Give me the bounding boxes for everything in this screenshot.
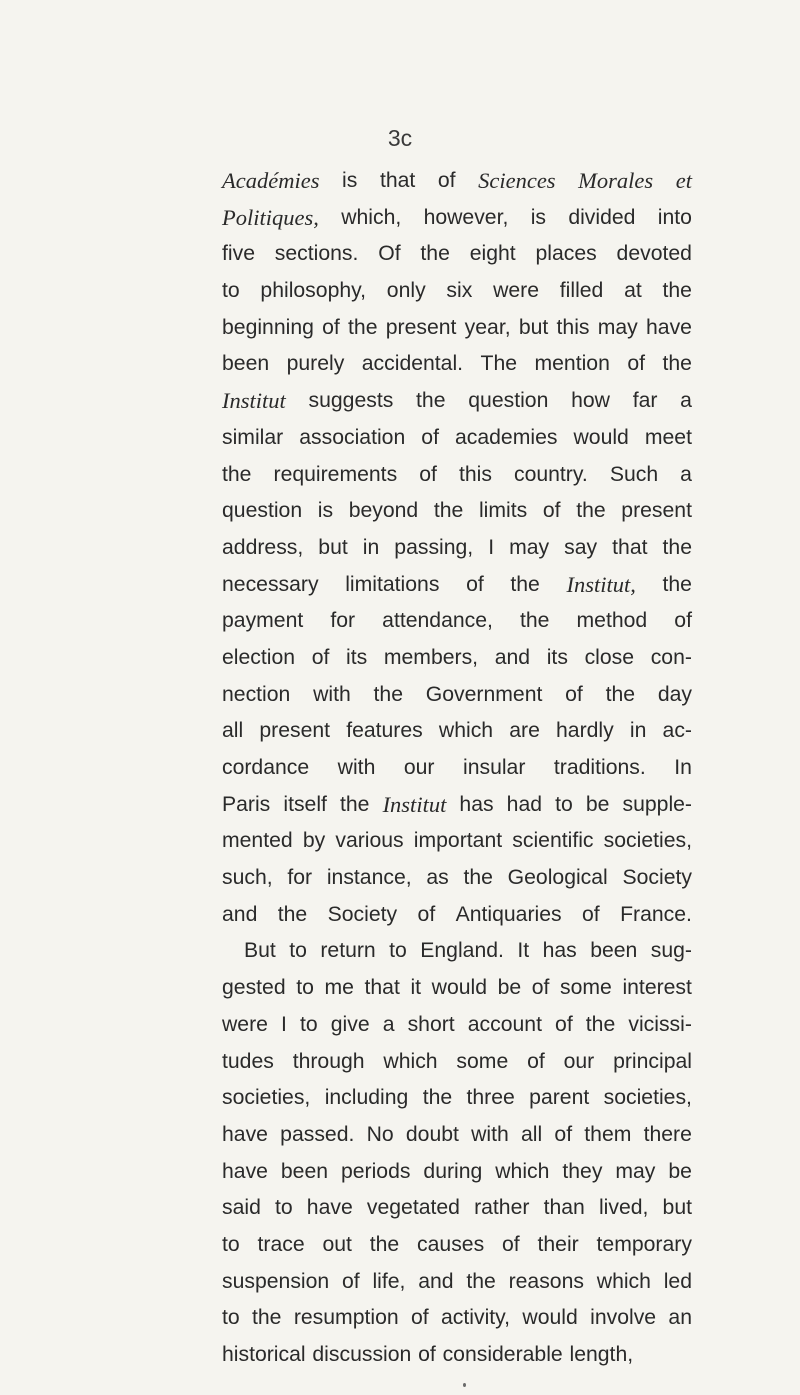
- word: vicissi-: [628, 1012, 692, 1036]
- word: the: [340, 792, 370, 816]
- word: the: [605, 682, 636, 706]
- text-line: [222, 530, 692, 567]
- word: interest: [622, 976, 692, 1000]
- word: three: [466, 1086, 515, 1110]
- word: causes: [417, 1232, 485, 1256]
- word: the: [466, 1269, 496, 1293]
- word: that: [379, 169, 416, 192]
- word: close: [584, 645, 635, 669]
- word: devoted: [616, 242, 692, 266]
- text-line: [222, 236, 692, 273]
- word: The: [480, 352, 518, 376]
- word: in: [629, 719, 647, 743]
- word: present: [621, 499, 692, 523]
- word: for: [330, 609, 356, 633]
- word: cordance: [222, 756, 310, 779]
- italic-word: Politiques,: [222, 204, 319, 230]
- word: of: [674, 609, 692, 633]
- word: beyond: [348, 499, 419, 523]
- word: at: [624, 279, 642, 303]
- word: which: [438, 719, 494, 743]
- word: by: [302, 829, 326, 853]
- word: to: [389, 939, 407, 963]
- word: philosophy,: [260, 279, 367, 303]
- word: however,: [423, 205, 509, 229]
- word: which,: [341, 205, 402, 229]
- word: important: [413, 829, 503, 853]
- word: out: [322, 1232, 352, 1256]
- italic-word: Institut: [382, 791, 447, 817]
- word: to: [299, 1012, 318, 1036]
- word: a: [382, 1012, 395, 1036]
- word: present: [385, 315, 457, 339]
- word: method: [576, 609, 648, 633]
- word: as: [426, 866, 449, 890]
- word: including: [324, 1086, 409, 1110]
- word: mention: [534, 352, 610, 376]
- word: of: [437, 169, 456, 192]
- word: necessary: [222, 572, 319, 596]
- word: Antiquaries: [455, 902, 562, 926]
- word: that: [364, 976, 400, 1000]
- word: vegetated: [366, 1196, 460, 1220]
- word: tudes: [222, 1049, 274, 1073]
- word: the: [373, 682, 404, 706]
- word: had: [506, 792, 543, 816]
- word: But: [244, 939, 276, 963]
- word: is: [317, 499, 334, 523]
- text-line: [222, 640, 692, 677]
- word: nection: [222, 682, 291, 706]
- word: been: [590, 939, 638, 963]
- word: been: [280, 1159, 329, 1183]
- text-line: [222, 750, 692, 787]
- word: limitations: [345, 572, 440, 596]
- word: passing,: [394, 535, 474, 559]
- word: mented: [222, 829, 293, 853]
- text-line: [222, 1117, 692, 1154]
- word: sug-: [650, 939, 692, 963]
- word: of: [542, 499, 561, 523]
- body-text: [222, 163, 692, 1374]
- italic-word: Académies: [222, 168, 320, 193]
- word: be: [585, 792, 610, 816]
- word: the: [662, 279, 692, 303]
- word: them: [584, 1122, 632, 1146]
- italic-word: Institut,: [566, 571, 636, 597]
- word: its: [546, 645, 568, 669]
- word: life,: [372, 1269, 406, 1293]
- word: activity,: [441, 1306, 511, 1330]
- word: involve: [590, 1306, 657, 1330]
- text-line: [222, 1080, 692, 1117]
- word: but: [662, 1196, 692, 1220]
- text-line: [222, 603, 692, 640]
- word: academies: [454, 425, 558, 449]
- word: is: [342, 169, 358, 192]
- word: day: [657, 682, 692, 706]
- word: but: [518, 315, 549, 339]
- word: ac-: [662, 719, 692, 743]
- word: Of: [378, 242, 401, 266]
- word: return: [320, 939, 376, 963]
- word: for: [287, 866, 313, 890]
- word: of: [418, 1343, 436, 1366]
- word: reasons: [508, 1269, 584, 1293]
- word: the: [510, 572, 540, 596]
- word: is: [530, 205, 546, 229]
- word: address,: [222, 535, 304, 559]
- word: has: [459, 792, 494, 816]
- italic-word: Institut: [222, 388, 286, 414]
- word: of: [311, 645, 330, 669]
- word: the: [662, 535, 692, 559]
- word: accidental.: [361, 352, 464, 376]
- word: this: [458, 462, 492, 486]
- word: all: [521, 1122, 543, 1146]
- word: with: [337, 756, 376, 779]
- word: all: [222, 719, 244, 743]
- word: country.: [513, 462, 588, 486]
- word: I: [488, 535, 495, 559]
- text-line: [222, 1264, 692, 1301]
- word: supple-: [622, 792, 692, 816]
- word: give: [330, 1012, 370, 1036]
- word: the: [576, 499, 606, 523]
- word: passed.: [280, 1122, 355, 1146]
- word: lived,: [598, 1196, 649, 1220]
- word: features: [346, 719, 423, 743]
- word: principal: [613, 1049, 692, 1073]
- text-line: [222, 787, 692, 824]
- word: meet: [644, 425, 692, 449]
- word: the: [348, 315, 378, 339]
- text-line: [222, 310, 692, 347]
- word: our: [563, 1049, 595, 1073]
- word: of: [419, 462, 437, 486]
- word: a: [680, 389, 692, 413]
- text-line: [222, 677, 692, 714]
- word: temporary: [596, 1232, 692, 1256]
- word: Paris: [222, 792, 271, 816]
- word: requirements: [273, 462, 398, 486]
- word: an: [668, 1306, 692, 1330]
- word: payment: [222, 609, 304, 633]
- paragraph: [222, 163, 692, 933]
- word: would: [431, 976, 487, 1000]
- word: and: [494, 645, 531, 669]
- italic-word: et: [675, 168, 692, 193]
- word: suggests: [308, 389, 394, 413]
- word: far: [632, 389, 658, 413]
- word: of: [417, 902, 436, 926]
- text-line: [222, 273, 692, 310]
- word: eight: [469, 242, 516, 266]
- word: and: [418, 1269, 454, 1293]
- word: the: [369, 1232, 400, 1256]
- word: five: [222, 242, 255, 266]
- word: some: [560, 976, 612, 1000]
- word: would: [573, 425, 629, 449]
- word: have: [222, 1122, 268, 1146]
- word: me: [324, 976, 354, 1000]
- word: to: [296, 976, 314, 1000]
- word: six: [446, 279, 473, 303]
- word: may: [597, 315, 638, 339]
- italic-word: Morales: [578, 168, 654, 193]
- word: France.: [620, 902, 692, 926]
- word: historical: [222, 1343, 306, 1366]
- text-line: [222, 567, 692, 604]
- word: present: [259, 719, 331, 743]
- word: Government: [425, 682, 543, 706]
- word: trace: [257, 1232, 305, 1256]
- word: of: [466, 572, 484, 596]
- word: hardly: [556, 719, 614, 743]
- word: have: [306, 1196, 353, 1220]
- word: of: [527, 1049, 545, 1073]
- word: the: [416, 389, 446, 413]
- word: which: [596, 1269, 651, 1293]
- italic-word: Sciences: [478, 168, 556, 193]
- word: the: [662, 572, 692, 596]
- word: with: [313, 682, 351, 706]
- text-line: [222, 383, 692, 420]
- text-line: [222, 897, 692, 934]
- word: such,: [222, 866, 273, 890]
- word: led: [663, 1269, 692, 1293]
- word: various: [335, 829, 404, 853]
- word: doubt: [405, 1122, 459, 1146]
- word: societies,: [603, 1086, 692, 1110]
- word: short: [407, 1012, 455, 1036]
- word: were: [222, 1012, 268, 1036]
- word: question: [222, 499, 303, 523]
- word: but: [318, 535, 348, 559]
- word: the: [433, 499, 464, 523]
- word: may: [509, 535, 550, 559]
- text-line: [222, 1044, 692, 1081]
- word: periods: [340, 1159, 411, 1183]
- word: the: [222, 462, 252, 486]
- word: question: [468, 389, 549, 413]
- word: account: [467, 1012, 542, 1036]
- word: limits: [478, 499, 528, 523]
- word: this: [556, 315, 590, 339]
- word: to: [222, 279, 240, 303]
- word: their: [537, 1232, 579, 1256]
- text-line: [222, 200, 692, 237]
- word: to: [222, 1306, 240, 1330]
- word: No: [366, 1122, 394, 1146]
- word: of: [555, 1012, 573, 1036]
- word: how: [571, 389, 610, 413]
- text-line: [222, 1190, 692, 1227]
- word: societies,: [222, 1086, 311, 1110]
- word: I: [281, 1012, 287, 1036]
- word: only: [386, 279, 426, 303]
- word: to: [555, 792, 573, 816]
- word: would: [522, 1306, 578, 1330]
- word: which: [383, 1049, 438, 1073]
- word: Such: [609, 462, 659, 486]
- text-line: [222, 823, 692, 860]
- paragraph: [222, 933, 692, 1373]
- word: through: [292, 1049, 365, 1073]
- word: itself: [283, 792, 327, 816]
- word: the: [463, 866, 493, 890]
- word: attendance,: [382, 609, 493, 633]
- word: may: [615, 1159, 656, 1183]
- word: England.: [420, 939, 504, 963]
- word: has: [542, 939, 577, 963]
- text-line: [222, 420, 692, 457]
- word: that: [612, 535, 648, 559]
- text-line: [222, 346, 692, 383]
- word: there: [643, 1122, 692, 1146]
- word: association: [299, 425, 406, 449]
- word: rather: [474, 1196, 530, 1220]
- word: and: [222, 902, 258, 926]
- word: it: [410, 976, 422, 1000]
- word: societies,: [603, 829, 692, 853]
- word: instance,: [326, 866, 412, 890]
- word: a: [680, 462, 692, 486]
- word: traditions.: [553, 756, 646, 779]
- word: the: [662, 352, 692, 376]
- word: be: [497, 976, 522, 1000]
- text-line: [222, 933, 692, 970]
- word: say: [564, 535, 598, 559]
- word: said: [222, 1196, 261, 1220]
- word: of: [410, 1306, 429, 1330]
- word: similar: [222, 425, 284, 449]
- word: some: [456, 1049, 509, 1073]
- word: with: [471, 1122, 509, 1146]
- word: of: [421, 425, 439, 449]
- word: considerable: [442, 1343, 563, 1366]
- word: year,: [464, 315, 511, 339]
- text-line: [222, 163, 692, 200]
- word: election: [222, 645, 296, 669]
- word: have: [222, 1159, 268, 1183]
- word: gested: [222, 976, 286, 1000]
- word: members,: [383, 645, 479, 669]
- word: of: [502, 1232, 520, 1256]
- word: the: [585, 1012, 616, 1036]
- text-line: [222, 1154, 692, 1191]
- word: during: [423, 1159, 483, 1183]
- word: they: [562, 1159, 603, 1183]
- text-line: [222, 493, 692, 530]
- word: to: [222, 1232, 240, 1256]
- word: the: [277, 902, 308, 926]
- word: of: [341, 1269, 360, 1293]
- text-line: [222, 1007, 692, 1044]
- word: beginning: [222, 315, 314, 339]
- word: places: [535, 242, 597, 266]
- word: In: [674, 756, 692, 779]
- word: of: [554, 1122, 573, 1146]
- word: of: [531, 976, 550, 1000]
- page-speck: [463, 1383, 466, 1387]
- word: to: [289, 939, 307, 963]
- word: parent: [529, 1086, 590, 1110]
- word: scientific: [512, 829, 594, 853]
- word: Society: [622, 866, 692, 890]
- word: suspension: [222, 1269, 330, 1293]
- word: insular: [462, 756, 526, 779]
- word: are: [509, 719, 540, 743]
- word: Society: [327, 902, 398, 926]
- word: been: [222, 352, 270, 376]
- text-line: [222, 970, 692, 1007]
- word: of: [322, 315, 340, 339]
- word: resumption: [293, 1306, 399, 1330]
- word: the: [422, 1086, 453, 1110]
- text-line: [222, 860, 692, 897]
- word: our: [403, 756, 435, 779]
- word: length,: [569, 1343, 634, 1366]
- word: than: [543, 1196, 585, 1220]
- word: be: [668, 1159, 692, 1183]
- word: into: [657, 205, 692, 229]
- word: It: [517, 939, 530, 963]
- word: Geological: [507, 866, 608, 890]
- word: sections.: [274, 242, 359, 266]
- page-number: 3c: [387, 125, 413, 151]
- word: the: [420, 242, 450, 266]
- text-line: [222, 713, 692, 750]
- text-line: [222, 1300, 692, 1337]
- word: its: [346, 645, 368, 669]
- word: the: [519, 609, 550, 633]
- word: of: [627, 352, 645, 376]
- word: the: [252, 1306, 282, 1330]
- word: purely: [286, 352, 345, 376]
- word: to: [275, 1196, 293, 1220]
- word: con-: [650, 645, 692, 669]
- word: filled: [559, 279, 604, 303]
- word: of: [565, 682, 583, 706]
- word: in: [362, 535, 380, 559]
- word: of: [582, 902, 600, 926]
- word: have: [646, 315, 692, 339]
- text-line: [222, 1337, 692, 1374]
- word: divided: [568, 205, 636, 229]
- text-line: [222, 1227, 692, 1264]
- word: which: [495, 1159, 550, 1183]
- text-line: [222, 457, 692, 494]
- word: discussion: [312, 1343, 412, 1366]
- word: were: [493, 279, 540, 303]
